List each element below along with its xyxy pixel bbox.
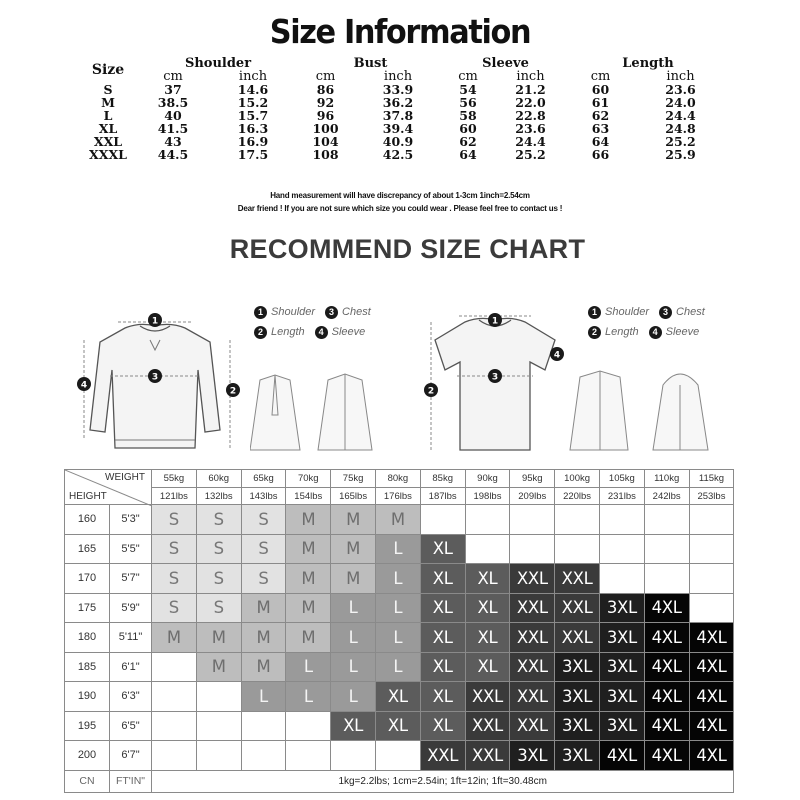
recommended-size-cell bbox=[599, 534, 644, 564]
size-value: 61 bbox=[591, 95, 610, 110]
size-value: 40 bbox=[164, 108, 182, 123]
number-2-icon: 2 bbox=[254, 326, 267, 339]
size-value: 104 bbox=[312, 134, 339, 149]
size-value: 22.8 bbox=[515, 108, 546, 123]
size-information-table bbox=[78, 57, 728, 161]
recommended-size-cell: XL bbox=[375, 711, 420, 741]
weight-lbs-cell: 176lbs bbox=[375, 488, 420, 505]
weight-kg-cell: 115kg bbox=[689, 470, 734, 488]
height-ft-cell: 5'7" bbox=[110, 564, 152, 594]
size-value: 43 bbox=[164, 134, 182, 149]
height-row bbox=[65, 505, 734, 535]
legend-shoulder: Shoulder bbox=[605, 306, 650, 318]
legend-right bbox=[588, 302, 705, 342]
weight-lbs-cell: 209lbs bbox=[510, 488, 555, 505]
legend-chest: Chest bbox=[342, 306, 371, 318]
weight-kg-cell: 105kg bbox=[599, 470, 644, 488]
size-value: 23.6 bbox=[515, 121, 546, 136]
recommended-size-cell: XL bbox=[465, 623, 510, 653]
recommended-size-cell: XL bbox=[420, 623, 465, 653]
svg-text:2: 2 bbox=[427, 386, 435, 397]
weight-lbs-cell: 143lbs bbox=[241, 488, 286, 505]
recommended-size-cell bbox=[644, 534, 689, 564]
size-label: S bbox=[103, 82, 113, 97]
shoulder-header: Shoulder bbox=[184, 56, 252, 71]
weight-kg-cell: 110kg bbox=[644, 470, 689, 488]
sweatshirt-illustration bbox=[70, 300, 250, 460]
recommended-size-cell: 3XL bbox=[599, 711, 644, 741]
recommended-size-cell: M bbox=[196, 623, 241, 653]
height-row bbox=[65, 711, 734, 741]
recommended-size-cell: 4XL bbox=[689, 711, 734, 741]
size-value: 21.2 bbox=[515, 82, 546, 97]
svg-text:2: 2 bbox=[229, 386, 237, 397]
recommended-size-cell bbox=[241, 711, 286, 741]
recommended-size-cell: 4XL bbox=[644, 593, 689, 623]
recommended-size-cell bbox=[152, 711, 197, 741]
size-label: M bbox=[101, 95, 115, 110]
size-value: 37 bbox=[164, 82, 182, 97]
size-value: 62 bbox=[459, 134, 477, 149]
recommended-size-cell bbox=[689, 505, 734, 535]
unit-header: cm bbox=[590, 69, 611, 84]
unit-header: cm bbox=[458, 69, 478, 84]
weight-height-corner bbox=[65, 470, 152, 505]
recommended-size-cell: 3XL bbox=[555, 741, 600, 771]
recommended-size-cell: XL bbox=[331, 711, 376, 741]
size-label: XXL bbox=[93, 134, 123, 149]
recommended-size-cell: M bbox=[331, 534, 376, 564]
recommended-size-cell bbox=[196, 741, 241, 771]
recommended-size-cell: S bbox=[196, 505, 241, 535]
page-title: Size Information bbox=[269, 12, 531, 51]
recommended-size-cell bbox=[196, 682, 241, 712]
recommended-size-cell: L bbox=[375, 564, 420, 594]
recommended-size-cell: XL bbox=[465, 564, 510, 594]
measurement-note: Hand measurement will have discrepancy of about 1-3cm 1inch=2.54cm bbox=[270, 191, 530, 200]
height-cm-cell: 190 bbox=[65, 682, 110, 712]
size-value: 62 bbox=[591, 108, 610, 123]
svg-text:3: 3 bbox=[491, 372, 499, 383]
recommended-size-cell: S bbox=[196, 593, 241, 623]
size-value: 15.2 bbox=[237, 95, 269, 110]
height-cm-cell: 175 bbox=[65, 593, 110, 623]
recommended-size-cell: XXL bbox=[510, 593, 555, 623]
jacket-thumbnails-right bbox=[568, 365, 728, 455]
size-value: 92 bbox=[316, 95, 335, 110]
unit-header: inch bbox=[666, 69, 695, 84]
recommended-size-cell: M bbox=[331, 564, 376, 594]
cn-label: CN bbox=[65, 770, 110, 792]
recommended-size-cell: XL bbox=[420, 682, 465, 712]
size-value: 41.5 bbox=[157, 121, 189, 136]
height-ft-cell: 6'5" bbox=[110, 711, 152, 741]
recommended-size-cell: XL bbox=[420, 534, 465, 564]
legend-length: Length bbox=[271, 326, 305, 338]
height-ft-cell: 5'9" bbox=[110, 593, 152, 623]
ft-in-label: FT'IN" bbox=[110, 770, 152, 792]
size-column-header: Size bbox=[91, 61, 125, 78]
size-value: 37.8 bbox=[382, 108, 414, 123]
recommended-size-cell: XXL bbox=[555, 593, 600, 623]
recommended-size-cell: M bbox=[241, 623, 286, 653]
recommended-size-cell bbox=[689, 564, 734, 594]
height-row bbox=[65, 623, 734, 653]
recommended-size-cell bbox=[555, 505, 600, 535]
recommended-size-cell: S bbox=[241, 534, 286, 564]
size-value: 44.5 bbox=[157, 147, 189, 162]
height-row bbox=[65, 682, 734, 712]
size-value: 60 bbox=[459, 121, 477, 136]
size-value: 33.9 bbox=[382, 82, 414, 97]
height-label: HEIGHT bbox=[69, 491, 107, 502]
size-value: 100 bbox=[312, 121, 339, 136]
legend-sleeve: Sleeve bbox=[665, 326, 700, 338]
number-4-icon: 4 bbox=[315, 326, 328, 339]
unit-header: cm bbox=[315, 69, 336, 84]
weight-kg-cell: 85kg bbox=[420, 470, 465, 488]
unit-header: inch bbox=[383, 69, 413, 84]
size-value: 22.0 bbox=[515, 95, 546, 110]
legend-chest: Chest bbox=[676, 306, 705, 318]
weight-lbs-cell: 121lbs bbox=[152, 488, 197, 505]
recommended-size-cell: 4XL bbox=[599, 741, 644, 771]
size-value: 60 bbox=[591, 82, 610, 97]
recommended-size-cell: XXL bbox=[510, 682, 555, 712]
recommended-size-cell: M bbox=[286, 593, 331, 623]
height-cm-cell: 200 bbox=[65, 741, 110, 771]
weight-kg-cell: 90kg bbox=[465, 470, 510, 488]
sleeve-header: Sleeve bbox=[482, 56, 529, 71]
recommended-size-cell bbox=[286, 711, 331, 741]
length-header: Length bbox=[622, 56, 674, 71]
recommended-size-cell bbox=[510, 505, 555, 535]
recommended-size-cell: 3XL bbox=[599, 623, 644, 653]
weight-lbs-cell: 242lbs bbox=[644, 488, 689, 505]
recommended-size-cell: M bbox=[286, 505, 331, 535]
weight-lbs-cell: 165lbs bbox=[331, 488, 376, 505]
conversion-row bbox=[65, 770, 734, 792]
weight-kg-cell: 100kg bbox=[555, 470, 600, 488]
number-2-icon: 2 bbox=[588, 326, 601, 339]
svg-text:3: 3 bbox=[151, 372, 159, 383]
recommended-size-cell: XXL bbox=[465, 682, 510, 712]
weight-lbs-cell: 154lbs bbox=[286, 488, 331, 505]
size-value: 16.9 bbox=[237, 134, 269, 149]
size-table-body bbox=[78, 83, 728, 161]
size-value: 25.2 bbox=[515, 147, 546, 162]
height-row bbox=[65, 741, 734, 771]
svg-text:1: 1 bbox=[151, 316, 159, 327]
legend-length: Length bbox=[605, 326, 639, 338]
size-value: 54 bbox=[459, 82, 477, 97]
recommended-size-cell bbox=[644, 505, 689, 535]
recommended-size-cell: XXL bbox=[420, 741, 465, 771]
height-ft-cell: 6'1" bbox=[110, 652, 152, 682]
recommended-size-cell: L bbox=[331, 623, 376, 653]
size-value: 108 bbox=[312, 147, 339, 162]
recommended-size-cell bbox=[644, 564, 689, 594]
recommended-size-cell: S bbox=[196, 564, 241, 594]
recommended-size-cell: 3XL bbox=[555, 682, 600, 712]
weight-lbs-cell: 187lbs bbox=[420, 488, 465, 505]
size-value: 38.5 bbox=[157, 95, 189, 110]
recommended-size-cell bbox=[689, 593, 734, 623]
recommended-size-cell: 4XL bbox=[689, 682, 734, 712]
legend-left bbox=[254, 302, 371, 342]
weight-lbs-cell: 220lbs bbox=[555, 488, 600, 505]
size-value: 64 bbox=[591, 134, 610, 149]
legend-sleeve: Sleeve bbox=[331, 326, 366, 338]
weight-lbs-cell: 253lbs bbox=[689, 488, 734, 505]
size-value: 58 bbox=[459, 108, 477, 123]
recommended-size-cell: XXL bbox=[555, 623, 600, 653]
recommended-size-cell: S bbox=[152, 505, 197, 535]
recommended-size-cell: M bbox=[241, 593, 286, 623]
size-label: L bbox=[103, 108, 113, 123]
recommended-size-cell: 4XL bbox=[644, 623, 689, 653]
size-value: 63 bbox=[591, 121, 610, 136]
recommended-size-cell: S bbox=[152, 534, 197, 564]
recommended-size-cell: L bbox=[331, 682, 376, 712]
height-row bbox=[65, 593, 734, 623]
recommended-size-cell bbox=[465, 505, 510, 535]
recommended-size-cell bbox=[152, 741, 197, 771]
recommended-size-cell: XL bbox=[465, 652, 510, 682]
size-value: 42.5 bbox=[382, 147, 414, 162]
recommended-size-cell: XL bbox=[420, 593, 465, 623]
recommended-size-cell: L bbox=[241, 682, 286, 712]
recommended-size-cell: M bbox=[331, 505, 376, 535]
weight-lbs-cell: 198lbs bbox=[465, 488, 510, 505]
recommended-size-cell bbox=[375, 741, 420, 771]
size-value: 40.9 bbox=[382, 134, 414, 149]
size-value: 64 bbox=[459, 147, 477, 162]
weight-kg-cell: 80kg bbox=[375, 470, 420, 488]
svg-text:1: 1 bbox=[491, 316, 499, 327]
number-1-icon: 1 bbox=[588, 306, 601, 319]
height-cm-cell: 195 bbox=[65, 711, 110, 741]
weight-kg-cell: 60kg bbox=[196, 470, 241, 488]
size-value: 24.4 bbox=[665, 108, 696, 123]
recommended-size-cell: L bbox=[331, 593, 376, 623]
recommended-size-cell: 3XL bbox=[599, 652, 644, 682]
weight-lbs-cell: 231lbs bbox=[599, 488, 644, 505]
recommended-size-cell bbox=[510, 534, 555, 564]
recommended-size-cell bbox=[241, 741, 286, 771]
height-ft-cell: 6'3" bbox=[110, 682, 152, 712]
size-value: 15.7 bbox=[237, 108, 269, 123]
height-cm-cell: 180 bbox=[65, 623, 110, 653]
size-value: 24.0 bbox=[665, 95, 696, 110]
height-row bbox=[65, 564, 734, 594]
recommended-size-cell: 4XL bbox=[644, 711, 689, 741]
recommended-size-cell: L bbox=[286, 682, 331, 712]
height-row bbox=[65, 652, 734, 682]
height-cm-cell: 165 bbox=[65, 534, 110, 564]
recommended-size-cell: S bbox=[196, 534, 241, 564]
weight-kg-cell: 65kg bbox=[241, 470, 286, 488]
recommended-size-cell bbox=[420, 505, 465, 535]
recommended-size-cell: XXL bbox=[510, 564, 555, 594]
recommended-size-cell: 4XL bbox=[644, 682, 689, 712]
recommended-size-cell bbox=[196, 711, 241, 741]
weight-kg-cell: 55kg bbox=[152, 470, 197, 488]
height-row bbox=[65, 534, 734, 564]
recommended-size-cell: M bbox=[375, 505, 420, 535]
tshirt-illustration bbox=[415, 300, 575, 460]
size-value: 16.3 bbox=[237, 121, 269, 136]
size-value: 17.5 bbox=[237, 147, 269, 162]
recommended-size-cell: 4XL bbox=[644, 741, 689, 771]
weight-lbs-row bbox=[65, 488, 734, 505]
recommended-size-cell: 4XL bbox=[689, 623, 734, 653]
size-value: 39.4 bbox=[382, 121, 414, 136]
size-row bbox=[78, 148, 728, 161]
recommended-size-cell: 4XL bbox=[644, 652, 689, 682]
size-value: 14.6 bbox=[237, 82, 269, 97]
recommended-size-cell: XXL bbox=[510, 623, 555, 653]
legend-shoulder: Shoulder bbox=[271, 306, 316, 318]
size-label: XL bbox=[98, 121, 118, 136]
recommended-size-cell: S bbox=[241, 564, 286, 594]
recommended-size-cell bbox=[331, 741, 376, 771]
recommended-size-cell: S bbox=[152, 564, 197, 594]
size-value: 24.4 bbox=[515, 134, 546, 149]
recommended-size-cell: M bbox=[196, 652, 241, 682]
recommended-size-cell bbox=[555, 534, 600, 564]
recommended-size-cell: XXL bbox=[465, 711, 510, 741]
recommended-size-cell: 3XL bbox=[599, 593, 644, 623]
recommend-size-chart-title: RECOMMEND SIZE CHART bbox=[229, 234, 586, 264]
number-1-icon: 1 bbox=[254, 306, 267, 319]
weight-kg-cell: 95kg bbox=[510, 470, 555, 488]
recommended-size-cell: 3XL bbox=[599, 682, 644, 712]
recommended-size-cell: XL bbox=[465, 593, 510, 623]
recommended-size-cell: XL bbox=[420, 652, 465, 682]
recommended-size-cell: S bbox=[152, 593, 197, 623]
size-value: 56 bbox=[459, 95, 477, 110]
size-value: 24.8 bbox=[665, 121, 696, 136]
recommended-size-cell: M bbox=[286, 534, 331, 564]
recommended-size-cell bbox=[152, 682, 197, 712]
recommended-size-cell: M bbox=[286, 564, 331, 594]
recommended-size-cell: 3XL bbox=[555, 652, 600, 682]
number-3-icon: 3 bbox=[325, 306, 338, 319]
recommended-size-cell: L bbox=[375, 534, 420, 564]
size-value: 25.2 bbox=[665, 134, 696, 149]
unit-header: inch bbox=[238, 69, 268, 84]
recommended-size-cell: XXL bbox=[555, 564, 600, 594]
svg-text:4: 4 bbox=[80, 380, 88, 391]
number-4-icon: 4 bbox=[649, 326, 662, 339]
weight-kg-cell: 75kg bbox=[331, 470, 376, 488]
weight-lbs-cell: 132lbs bbox=[196, 488, 241, 505]
recommended-size-cell bbox=[599, 505, 644, 535]
weight-label: WEIGHT bbox=[105, 472, 145, 483]
height-cm-cell: 160 bbox=[65, 505, 110, 535]
jacket-thumbnails-left bbox=[250, 370, 390, 455]
size-value: 86 bbox=[316, 82, 335, 97]
weight-kg-cell: 70kg bbox=[286, 470, 331, 488]
bust-header: Bust bbox=[353, 56, 388, 71]
size-value: 23.6 bbox=[665, 82, 696, 97]
recommended-size-cell: L bbox=[375, 623, 420, 653]
recommended-size-cell: L bbox=[286, 652, 331, 682]
height-cm-cell: 170 bbox=[65, 564, 110, 594]
recommended-size-cell: M bbox=[241, 652, 286, 682]
recommended-size-cell: XL bbox=[375, 682, 420, 712]
recommended-size-cell bbox=[286, 741, 331, 771]
recommended-size-cell: 3XL bbox=[555, 711, 600, 741]
recommended-size-cell bbox=[689, 534, 734, 564]
size-value: 36.2 bbox=[382, 95, 414, 110]
svg-text:4: 4 bbox=[553, 350, 561, 361]
recommended-size-cell: L bbox=[331, 652, 376, 682]
unit-header: inch bbox=[516, 69, 545, 84]
recommended-size-cell: XXL bbox=[465, 741, 510, 771]
size-value: 25.9 bbox=[665, 147, 696, 162]
size-value: 66 bbox=[591, 147, 610, 162]
height-cm-cell: 185 bbox=[65, 652, 110, 682]
recommend-size-grid bbox=[64, 469, 734, 793]
recommended-size-cell: M bbox=[152, 623, 197, 653]
recommended-size-cell bbox=[465, 534, 510, 564]
recommended-size-cell bbox=[152, 652, 197, 682]
recommended-size-cell: 4XL bbox=[689, 652, 734, 682]
height-ft-cell: 5'3" bbox=[110, 505, 152, 535]
recommended-size-cell: XXL bbox=[510, 652, 555, 682]
recommended-size-cell: M bbox=[286, 623, 331, 653]
height-ft-cell: 5'11" bbox=[110, 623, 152, 653]
recommended-size-cell: L bbox=[375, 593, 420, 623]
recommended-size-cell: L bbox=[375, 652, 420, 682]
recommended-size-cell: XXL bbox=[510, 711, 555, 741]
recommended-size-cell bbox=[599, 564, 644, 594]
height-ft-cell: 5'5" bbox=[110, 534, 152, 564]
number-3-icon: 3 bbox=[659, 306, 672, 319]
size-label: XXXL bbox=[89, 147, 127, 162]
unit-header: cm bbox=[163, 69, 183, 84]
recommended-size-cell: XL bbox=[420, 711, 465, 741]
recommended-size-cell: S bbox=[241, 505, 286, 535]
contact-note: Dear friend ! If you are not sure which size you could wear . Please feel free to contact us ! bbox=[237, 204, 563, 213]
recommended-size-cell: 3XL bbox=[510, 741, 555, 771]
recommended-size-cell: XL bbox=[420, 564, 465, 594]
size-value: 96 bbox=[316, 108, 335, 123]
recommended-size-cell: 4XL bbox=[689, 741, 734, 771]
unit-conversion-text: 1kg=2.2lbs; 1cm=2.54in; 1ft=12in; 1ft=30.48cm bbox=[152, 770, 734, 792]
weight-kg-row bbox=[65, 470, 734, 488]
height-ft-cell: 6'7" bbox=[110, 741, 152, 771]
